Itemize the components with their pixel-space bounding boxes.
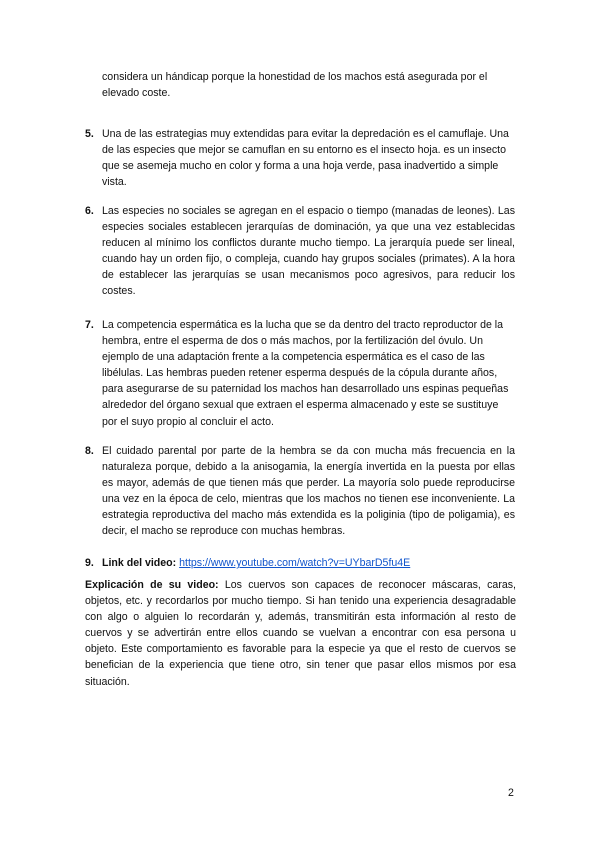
item-5-text: Una de las estrategias muy extendidas para evitar la depredación es el camuflaje. Una de las especies que mejor se camuflan en su entorno es el insecto hoja. es un insecto que se asemeja mucho en color y forma a una hoja verde, pasa inadvertido a simple vista. xyxy=(102,128,509,189)
intro-paragraph: considera un hándicap porque la honestidad de los machos está asegurada por el elevado coste. xyxy=(102,71,488,100)
item-7-number: 7. xyxy=(85,319,94,331)
item-8-text: El cuidado parental por parte de la hembra se da con mucha más frecuencia en la naturaleza porque, debido a la anisogamia, la energía invertida en la puesta por ellas es mayor, además de que tienen más que perder. La mayoría solo puede reproducirse una vez en la época de celo, mientras que los machos no tienen ese inconveniente. La estrategia reproductiva del macho más extendida es la poliginia (tipo de poligamia), es decir, el macho se reproduce con muchas hembras. xyxy=(102,445,515,538)
page-number: 2 xyxy=(508,787,514,799)
item-6-number: 6. xyxy=(85,205,94,217)
video-link-label: Link del video: xyxy=(102,557,177,569)
item-8-number: 8. xyxy=(85,445,94,457)
video-explanation xyxy=(85,577,516,690)
item-6-text: Las especies no sociales se agregan en el espacio o tiempo (manadas de leones). Las especies sociales establecen jerarquías de dominación, ya que una vez establecidas reducen al mínimo los conflictos durante mucho tiempo. La jerarquía puede ser lineal, cuando hay un orden fijo, o compleja, cuando hay grupos sociales (primates). A la hora de establecer las jerarquías se usan mecanismos poco agresivos, para reducir los costes. xyxy=(102,205,515,298)
video-explanation-label: Explicación de su video: xyxy=(85,579,219,591)
item-5-number: 5. xyxy=(85,128,94,140)
item-9-number: 9. xyxy=(85,557,94,569)
video-explanation-text: Los cuervos son capaces de reconocer máscaras, caras, objetos, etc. y recordarlos por mucho tiempo. Si han tenido una experiencia desagradable con algo o alguien lo recordarán y, además, transmitirán esta información al resto de cuervos y se advertirán entre ellos cuando se vuelvan a encontrar con esa persona u objeto. Este comportamiento es favorable para la especie ya que el resto de cuervos se benefician de la experiencia que tiene otro, sin tener que pasar ellos mismos por esa situación. xyxy=(85,579,516,688)
item-7-text: La competencia espermática es la lucha que se da dentro del tracto reproductor de la hembra, entre el esperma de dos o más machos, por la fertilización del óvulo. Un ejemplo de una adaptación frente a la competencia espermática es el caso de las libélulas. Las hembras pueden retener esperma después de la cópula durante años, para asegurarse de su paternidad los machos han desarrollado uns espinas pequeñas alrededor del órgano sexual que extraen el esperma almacenado y este se sustituye por el suyo propio al concluir el acto. xyxy=(102,319,509,428)
video-link[interactable]: https://www.youtube.com/watch?v=UYbarD5fu4E xyxy=(179,557,411,569)
video-link-line xyxy=(102,555,515,571)
